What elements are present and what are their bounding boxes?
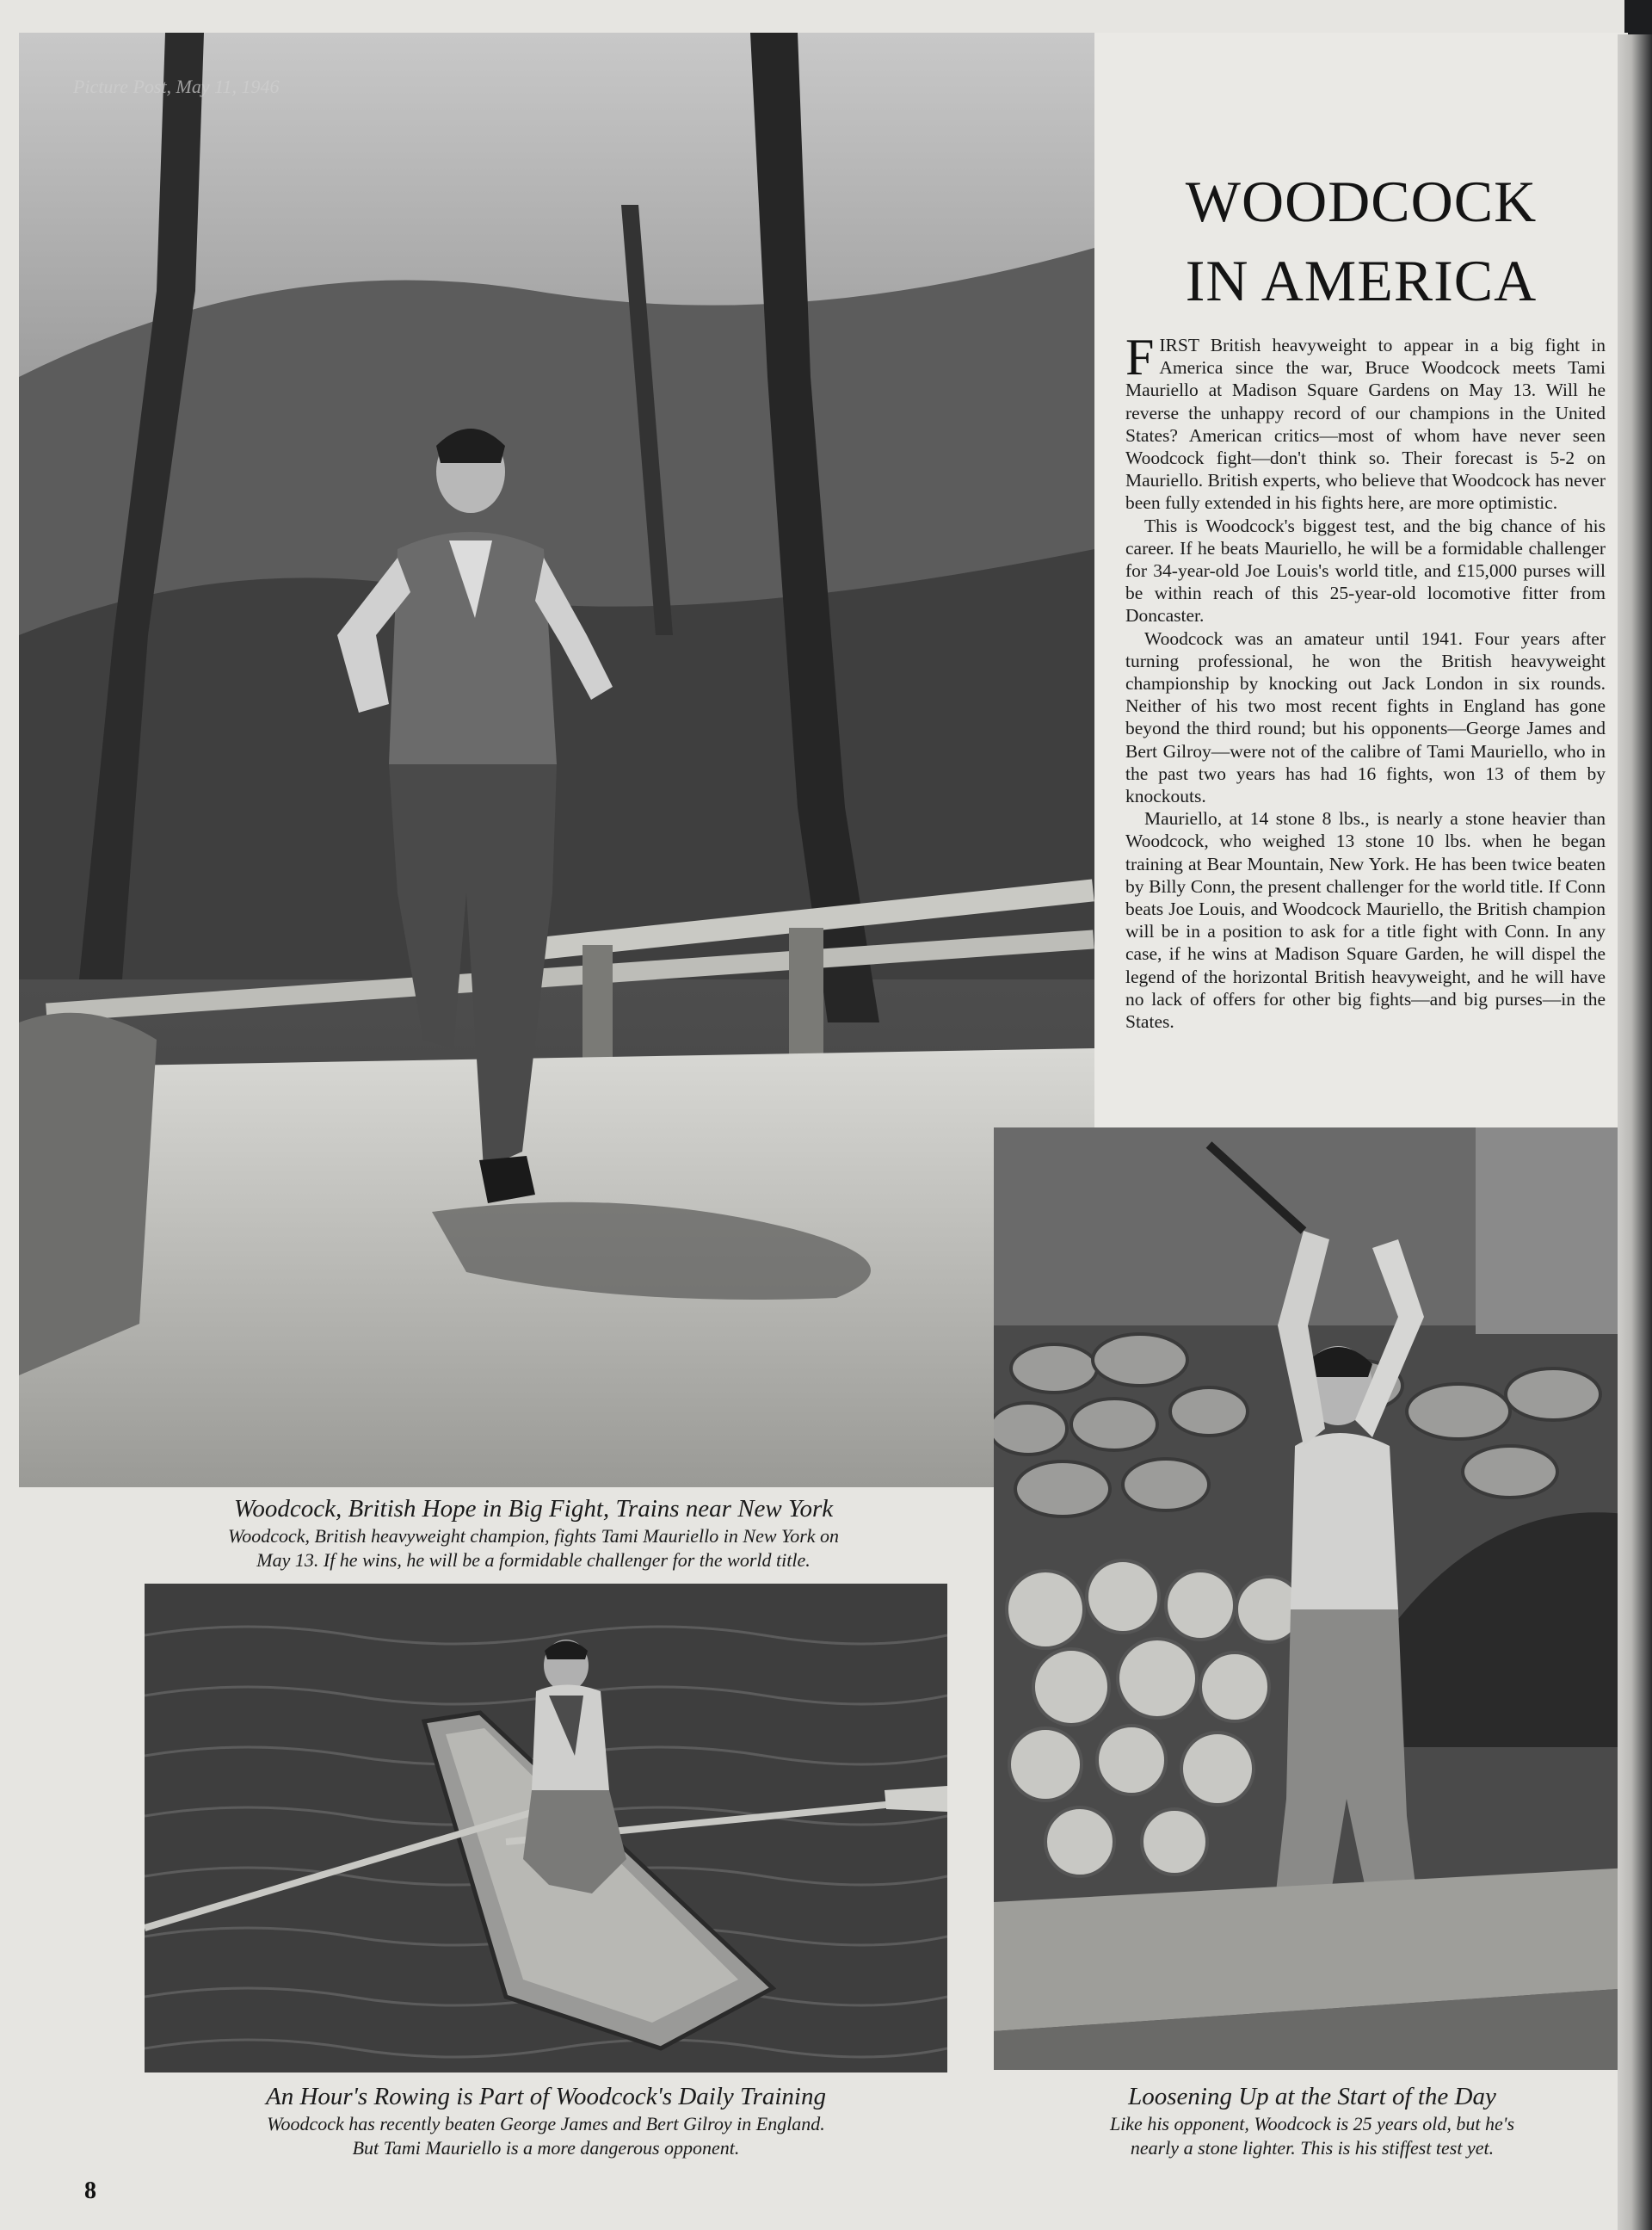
paragraph-1-text: IRST British heavyweight to appear in a big fight in America since the war, Bruce Woodcock meets Tami Mauriello at Madison Square Gardens on May 13. Will he reverse the unhappy record of our champions in the United States? American critics—most of whom have never seen Woodcock fight—don't think so. Their forecast is 5-2 on Mauriello. British experts, who believe that Woodcock has never been fully extended in his fights here, are more optimistic. bbox=[1125, 335, 1606, 514]
photo-woodcock-running bbox=[19, 33, 1094, 1487]
caption-main-text-1: Woodcock, British heavyweight champion, fights Tami Mauriello in New York on bbox=[227, 1525, 840, 1547]
caption-rowing-text-1: Woodcock has recently beaten George James and Bert Gilroy in England. bbox=[267, 2113, 825, 2134]
paragraph-4: Mauriello, at 14 stone 8 lbs., is nearly a stone heavier than Woodcock, who weighed 13 stone 10 lbs. when he began training at Bear Mountain, New York. He has been twice beaten by Billy Conn, the present challenger for the world title. If Conn beats Joe Louis, and Woodcock Mauriello, the British champion will be in a position to ask for a title fight with Conn. In any case, if he wins at Madison Square Garden, he will dispel the legend of the horizontal British heavyweight, and he will have no lack of offers for other big fights—and big purses—in the States. bbox=[1125, 808, 1606, 1033]
caption-main-title: Woodcock, British Hope in Big Fight, Trains near New York bbox=[233, 1495, 834, 1523]
caption-rowing bbox=[145, 2081, 947, 2160]
caption-main-text-2: May 13. If he wins, he will be a formidable challenger for the world title. bbox=[256, 1549, 811, 1571]
rowing-scene-illustration bbox=[145, 1584, 947, 2072]
photo-woodcock-rowing bbox=[145, 1584, 947, 2072]
caption-rowing-title: An Hour's Rowing is Part of Woodcock's Daily Training bbox=[266, 2083, 826, 2110]
article-body bbox=[1125, 329, 1606, 1033]
caption-chopping-text-1: Like his opponent, Woodcock is 25 years old, but he's bbox=[1109, 2113, 1515, 2134]
running-scene-illustration bbox=[19, 33, 1094, 1487]
paragraph-1 bbox=[1125, 329, 1606, 515]
headline bbox=[1094, 162, 1628, 320]
caption-chopping bbox=[1007, 2081, 1618, 2160]
headline-line2: IN AMERICA bbox=[1185, 248, 1538, 313]
photo-woodcock-chopping bbox=[994, 1127, 1630, 2070]
next-page-edge bbox=[1618, 34, 1652, 2230]
article-column bbox=[1094, 33, 1628, 1127]
photo-credit: Picture Post, May 11, 1946 bbox=[73, 76, 280, 97]
caption-chopping-text-2: nearly a stone lighter. This is his stiffest test yet. bbox=[1130, 2137, 1495, 2159]
caption-main bbox=[103, 1493, 964, 1572]
headline-line1: WOODCOCK bbox=[1185, 169, 1538, 234]
paragraph-2: This is Woodcock's biggest test, and the big chance of his career. If he beats Mauriello, he will be a formidable challenger for 34-year-old Joe Louis's world title, and £15,000 purses will be within reach of this 25-year-old locomotive fitter from Doncaster. bbox=[1125, 515, 1606, 627]
caption-chopping-title: Loosening Up at the Start of the Day bbox=[1128, 2083, 1496, 2110]
paragraph-3: Woodcock was an amateur until 1941. Four years after turning professional, he won the British heavyweight championship by knocking out Jack London in six rounds. Neither of his two most recent fights in England has gone beyond the third round; but his opponents—George James and Bert Gilroy—were not of the calibre of Tami Mauriello, who in the past two years has had 16 fights, won 13 of them by knockouts. bbox=[1125, 627, 1606, 807]
drop-cap: F bbox=[1125, 329, 1155, 386]
chopping-scene-illustration bbox=[994, 1127, 1630, 2070]
caption-rowing-text-2: But Tami Mauriello is a more dangerous opponent. bbox=[352, 2137, 740, 2159]
page-number: 8 bbox=[84, 2177, 96, 2204]
